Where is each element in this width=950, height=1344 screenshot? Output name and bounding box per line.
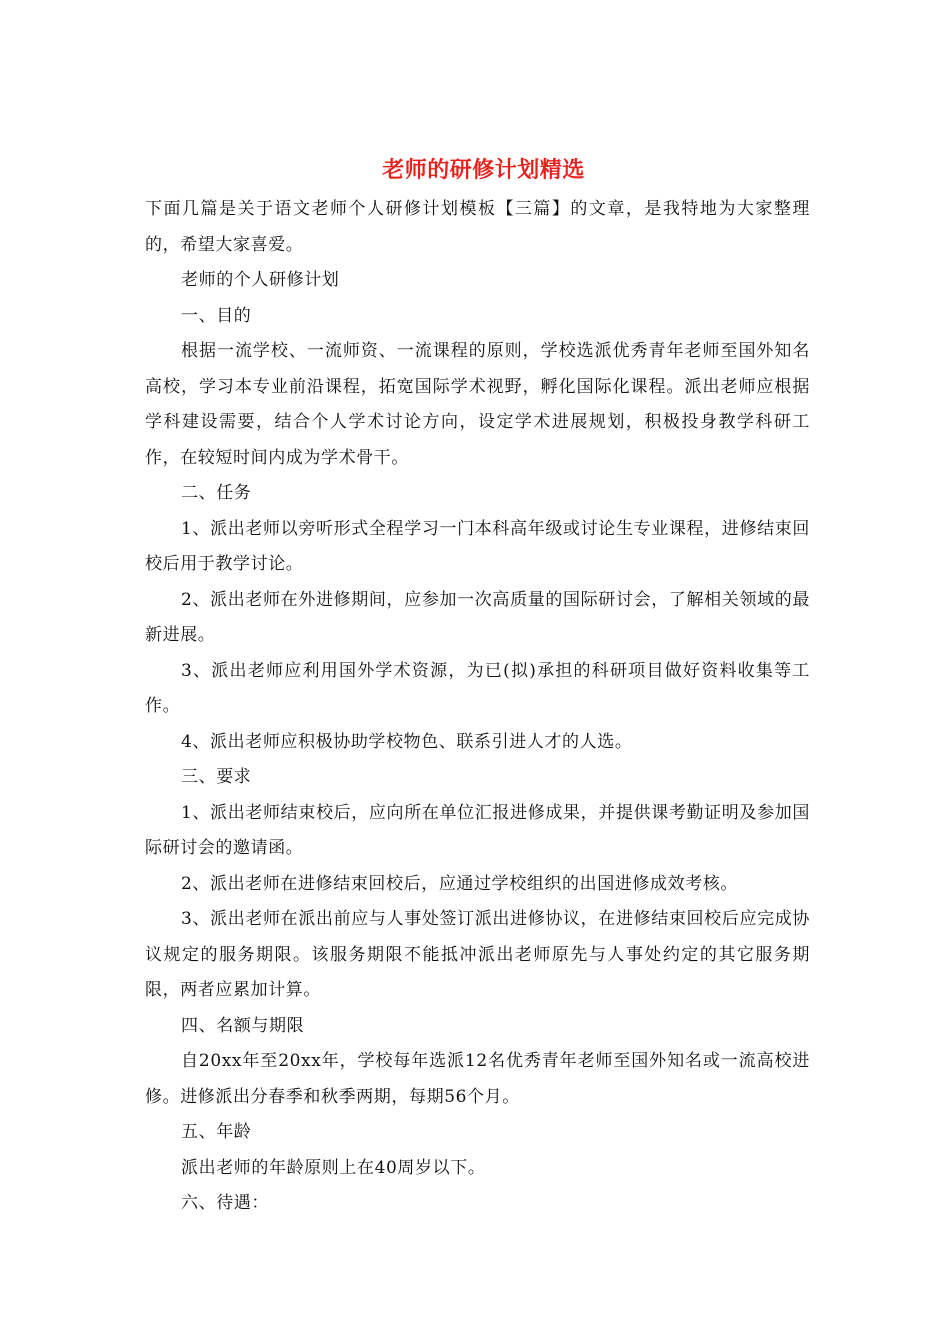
age-paragraph: 派出老师的年龄原则上在40周岁以下。 — [181, 1157, 486, 1178]
section-heading-quota: 四、名额与期限 — [181, 1015, 305, 1036]
section-heading-requirements: 三、要求 — [181, 767, 252, 787]
task-item-3: 3、派出老师应利用国外学术资源，为已(拟)承担的科研项目做好资料收集等工作。 — [145, 660, 810, 716]
requirement-item-3: 3、派出老师在派出前应与人事处签订派出进修协议，在进修结束回校后应完成协议规定的服务期限。该服务期限不能抵冲派出老师原先与人事处约定的其它服务期限，两者应累加计算。 — [145, 909, 810, 1000]
intro-paragraph: 下面几篇是关于语文老师个人研修计划模板【三篇】的文章，是我特地为大家整理的，希望大家喜爱。 — [145, 199, 810, 255]
document-title: 老师的研修计划精选 — [382, 157, 585, 183]
section-heading-benefits: 六、待遇： — [181, 1193, 269, 1213]
requirement-item-1: 1、派出老师结束校后，应向所在单位汇报进修成果，并提供课考勤证明及参加国际研讨会的邀请函。 — [145, 802, 810, 858]
purpose-paragraph: 根据一流学校、一流师资、一流课程的原则，学校选派优秀青年老师至国外知名高校，学习本专业前沿课程，拓宽国际学术视野，孵化国际化课程。派出老师应根据学科建设需要，结合个人学术讨论方向，设定学术进展规划，积极投身教学科研工作，在较短时间内成为学术骨干。 — [145, 341, 810, 468]
task-item-1: 1、派出老师以旁听形式全程学习一门本科高年级或讨论生专业课程，进修结束回校后用于教学讨论。 — [145, 518, 810, 574]
requirement-item-2: 2、派出老师在进修结束回校后，应通过学校组织的出国进修成效考核。 — [181, 873, 739, 894]
section-heading-purpose: 一、目的 — [181, 305, 252, 326]
section-heading-tasks: 二、任务 — [181, 483, 252, 503]
quota-paragraph: 自20xx年至20xx年，学校每年选派12名优秀青年老师至国外知名或一流高校进修。进修派出分春季和秋季两期，每期56个月。 — [145, 1051, 810, 1107]
task-item-2: 2、派出老师在外进修期间，应参加一次高质量的国际研讨会，了解相关领域的最新进展。 — [145, 589, 810, 645]
document-page — [145, 148, 810, 1222]
subtitle: 老师的个人研修计划 — [181, 270, 340, 290]
task-item-4: 4、派出老师应积极协助学校物色、联系引进人才的人选。 — [181, 731, 633, 752]
section-heading-age: 五、年龄 — [181, 1122, 252, 1142]
